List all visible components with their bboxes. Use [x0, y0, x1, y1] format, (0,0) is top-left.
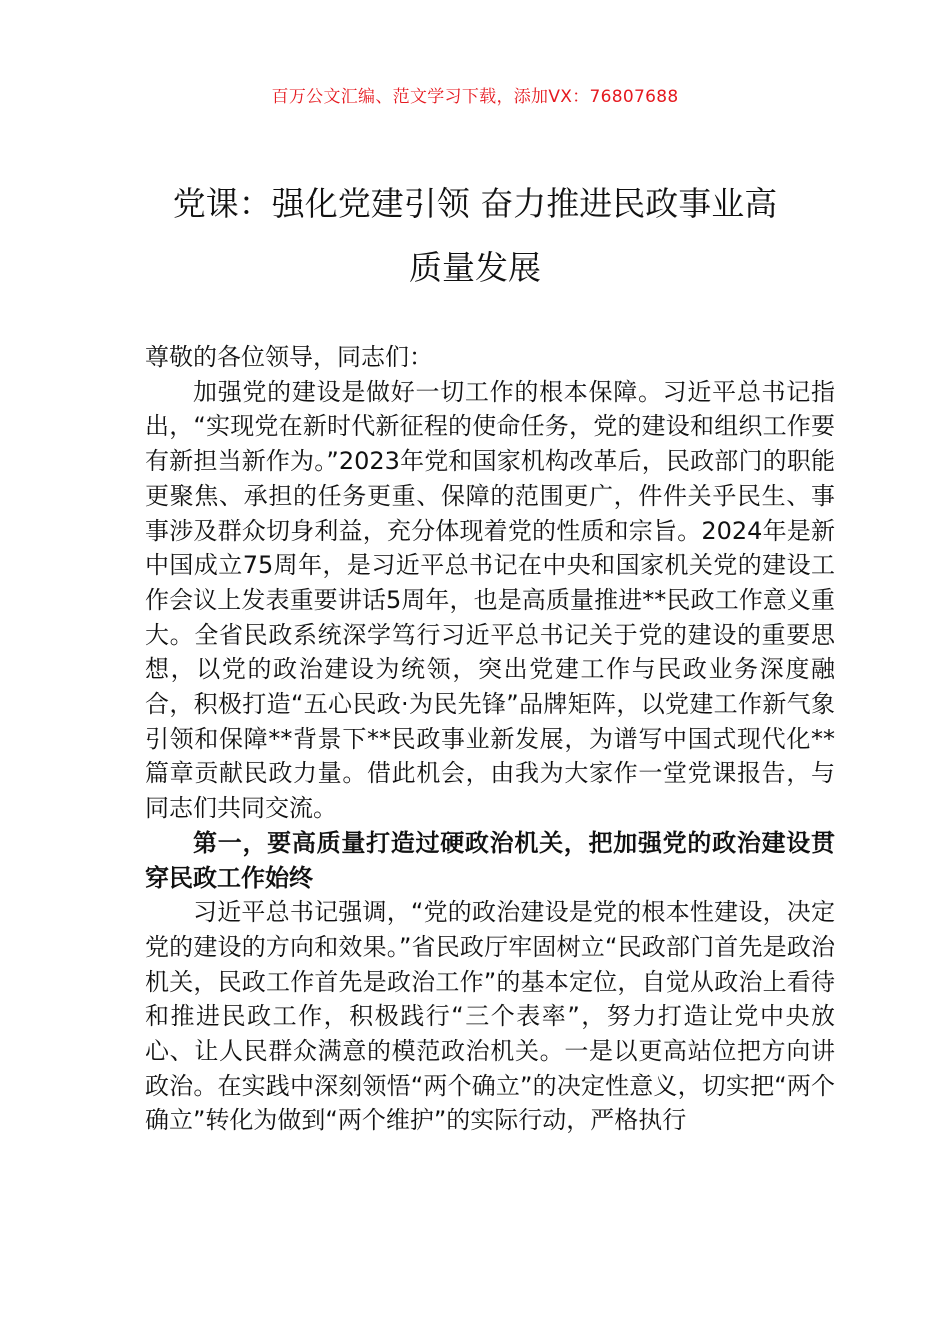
salutation: 尊敬的各位领导，同志们：	[145, 343, 433, 371]
paragraph-intro: 加强党的建设是做好一切工作的根本保障。习近平总书记指出，“实现党在新时代新征程的使命任务，党的建设和组织工作要有新担当新作为。”2023年党和国家机构改革后，民政部门的职能更聚焦、承担的任务更重、保障的范围更广，件件关乎民生、事事涉及群众切身利益，充分体现着党的性质和宗旨。2024年是新中国成立75周年，是习近平总书记在中央和国家机关党的建设工作会议上发表重要讲话5周年，也是高质量推进**民政工作意义重大。全省民政系统深学笃行习近平总书记关于党的建设的重要思想，以党的政治建设为统领，突出党建工作与民政业务深度融合，积极打造“五心民政·为民先锋”品牌矩阵，以党建工作新气象引领和保障**背景下**民政事业新发展，为谱写中国式现代化**篇章贡献民政力量。借此机会，由我为大家作一堂党课报告，与同志们共同交流。	[145, 377, 835, 823]
header-watermark-note: 百万公文汇编、范文学习下载，添加VX：76807688	[271, 87, 679, 107]
document-title	[130, 172, 820, 300]
paragraph-section-one: 习近平总书记强调，“党的政治建设是党的根本性建设，决定党的建设的方向和效果。”省民政厅牢固树立“民政部门首先是政治机关，民政工作首先是政治工作”的基本定位，自觉从政治上看待和推进民政工作，积极践行“三个表率”，努力打造让党中央放心、让人民群众满意的模范政治机关。一是以更高站位把方向讲政治。在实践中深刻领悟“两个确立”的决定性意义，切实把“两个确立”转化为做到“两个维护”的实际行动，严格执行	[145, 898, 835, 1135]
title-line-2: 质量发展	[409, 248, 541, 287]
document-body	[145, 340, 835, 1138]
title-line-1: 党课：强化党建引领 奋力推进民政事业高	[172, 184, 778, 223]
section-heading-first: 第一，要高质量打造过硬政治机关，把加强党的政治建设贯穿民政工作始终	[145, 828, 835, 892]
